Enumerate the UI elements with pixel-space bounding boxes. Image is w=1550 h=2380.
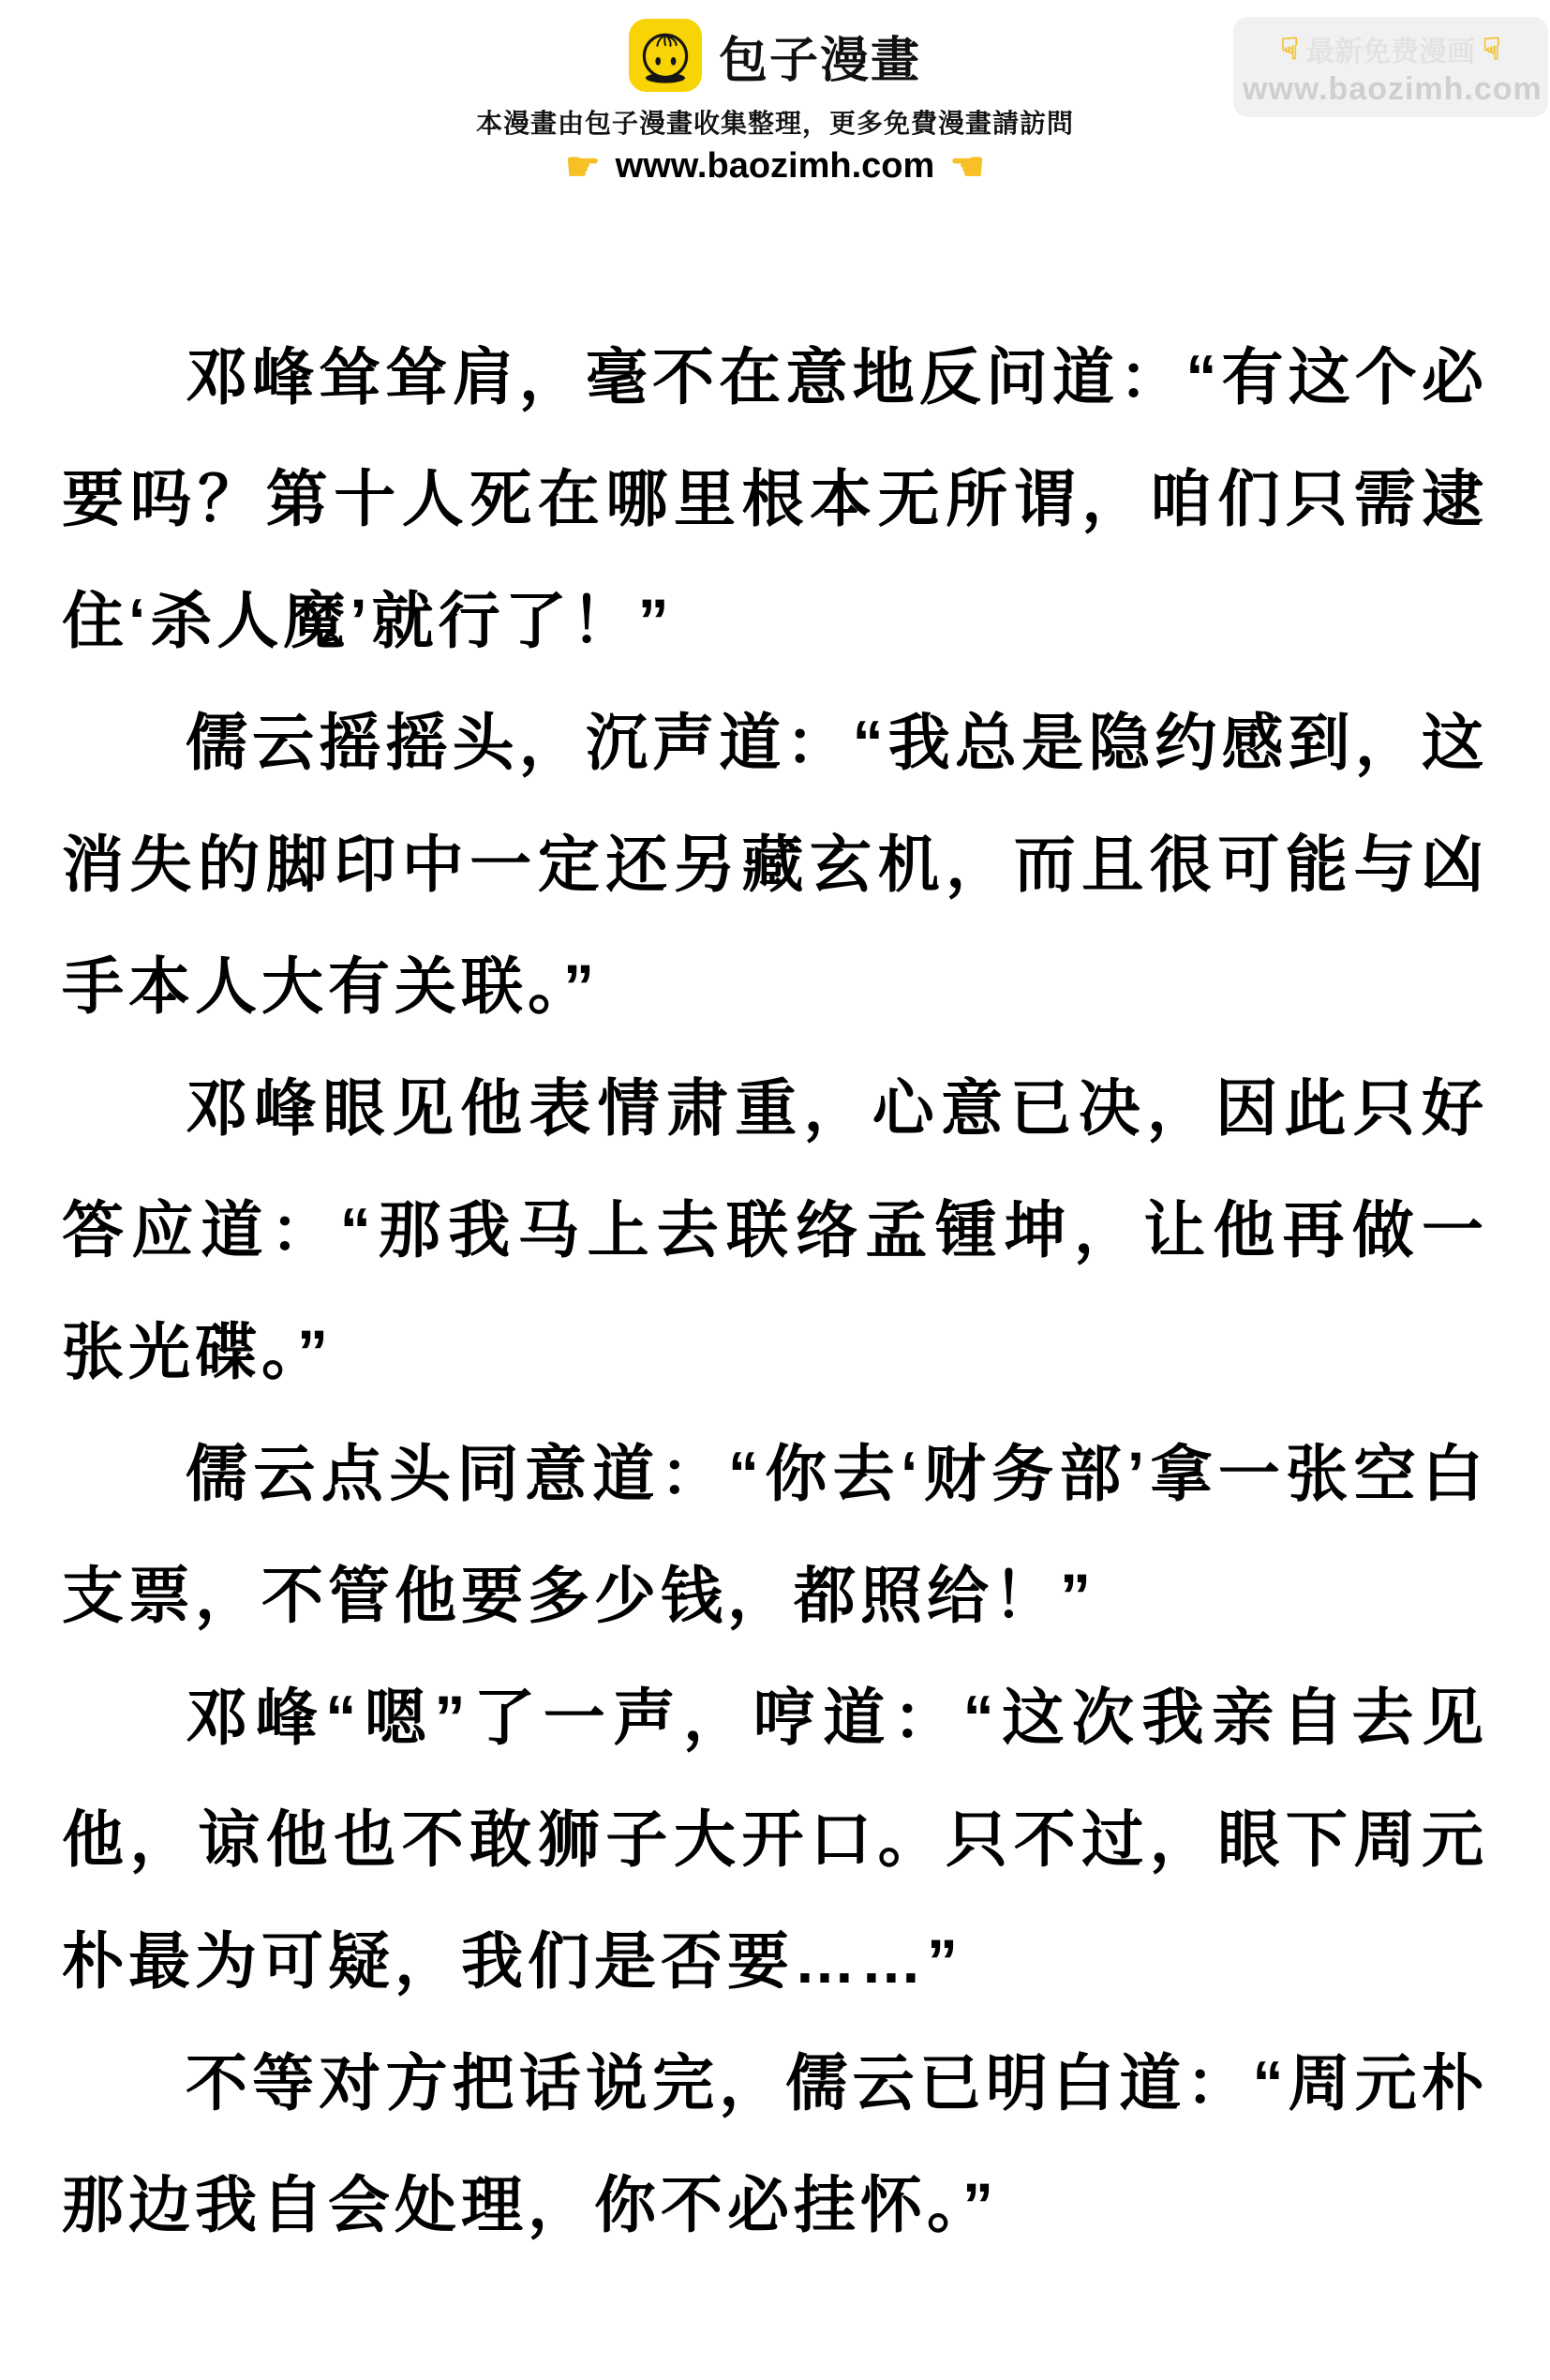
- point-down-icon: ☟: [1280, 32, 1299, 66]
- paragraph: 不等对方把话说完，儒云已明白道：“周元朴那边我自会处理，你不必挂怀。”: [62, 2048, 1488, 2239]
- point-down-icon: ☟: [1483, 32, 1501, 66]
- watermark-url: www.baozimh.com: [1243, 71, 1543, 107]
- paragraph: 邓峰“嗯”了一声，哼道：“这次我亲自去见他，谅他也不敢狮子大开口。只不过，眼下周元朴最为可疑，我们是否要……”: [62, 1683, 1488, 1996]
- baozi-bun-icon: [629, 19, 702, 92]
- logo-wordmark: 包子漫畫: [718, 33, 921, 88]
- paragraph: 儒云点头同意道：“你去‘财务部’拿一张空白支票，不管他要多少钱，都照给！”: [62, 1439, 1488, 1630]
- paragraph: 儒云摇摇头，沉声道：“我总是隐约感到，这消失的脚印中一定还另藏玄机，而且很可能与凶手本人大有关联。”: [62, 708, 1488, 1021]
- corner-watermark: [1233, 17, 1548, 117]
- point-left-icon: ☚: [949, 143, 985, 188]
- watermark-text: 最新免费漫画: [1306, 37, 1475, 67]
- watermark-line1: [1243, 28, 1539, 69]
- header-url-row: [0, 143, 1550, 188]
- header-subtitle: 本漫畫由包子漫畫收集整理，更多免費漫畫請訪問: [475, 109, 1074, 138]
- point-right-icon: ☛: [565, 143, 601, 188]
- novel-page-text: [0, 316, 1550, 2266]
- paragraph: 邓峰眼见他表情肃重，心意已决，因此只好答应道：“那我马上去联络孟锺坤，让他再做一张光碟。”: [62, 1073, 1488, 1386]
- paragraph: 邓峰耸耸肩，毫不在意地反问道：“有这个必要吗？第十人死在哪里根本无所谓，咱们只需逮住‘杀人魔’就行了！”: [62, 342, 1488, 655]
- header-url: www.baozimh.com: [615, 146, 935, 186]
